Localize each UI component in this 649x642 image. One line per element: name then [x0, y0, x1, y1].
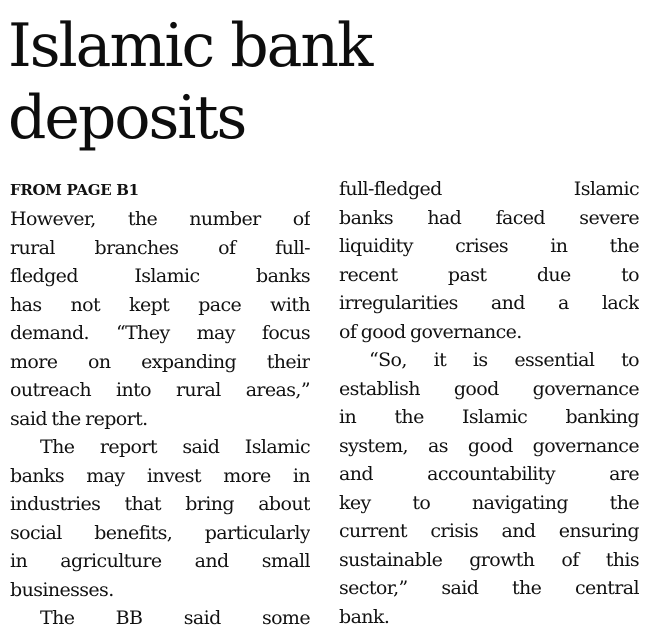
body-text-line: in the Islamic banking [339, 406, 639, 428]
body-text-line: key to navigating the [339, 491, 639, 514]
body-text-line: and accountability are [339, 463, 639, 485]
body-text-line: social benefits, particularly [10, 521, 310, 544]
body-text-line: demand. “They may focus [10, 322, 310, 344]
body-text-line: recent past due to [339, 263, 639, 286]
dateline: FROM PAGE B1 [10, 181, 139, 199]
body-text-line: bank. [339, 605, 390, 628]
body-text-line: The report said Islamic [40, 436, 310, 458]
headline-line-1: Islamic bank [8, 11, 372, 81]
body-text-line: The BB said some [40, 607, 310, 629]
body-text-line: banks had faced severe [339, 206, 639, 229]
body-text-line: banks may invest more in [10, 464, 310, 487]
body-text-line: irregularities and a lack [339, 292, 639, 314]
body-text-line: in agriculture and small [10, 550, 310, 572]
body-text-line: more on expanding their [10, 350, 310, 373]
headline [8, 10, 638, 154]
body-text-line: “So, it is essential to [369, 349, 639, 371]
body-text-line: industries that bring about [10, 493, 310, 515]
body-text-line: establish good governance [339, 377, 639, 400]
body-text-line: said the report. [10, 407, 148, 430]
body-text-line: businesses. [10, 578, 114, 601]
body-text-line: sustainable growth of this [339, 548, 639, 571]
body-text-line: sector,” said the central [339, 577, 639, 599]
body-text-line: outreach into rural areas,” [10, 379, 310, 401]
article-column-left [10, 175, 310, 633]
body-text-line: However, the number of [10, 208, 310, 230]
body-text-line: full-fledged Islamic [339, 178, 639, 200]
body-text-line: system, as good governance [339, 434, 639, 457]
headline-line-2: deposits [8, 83, 246, 153]
body-text-line: fledged Islamic banks [10, 265, 310, 287]
body-text-line: of good governance. [339, 320, 522, 343]
article-column-right [339, 175, 639, 631]
body-text-line: current crisis and ensuring [339, 520, 639, 542]
body-text-line: liquidity crises in the [339, 235, 639, 257]
body-text-line: has not kept pace with [10, 293, 310, 316]
body-text-line: rural branches of full- [10, 236, 310, 259]
